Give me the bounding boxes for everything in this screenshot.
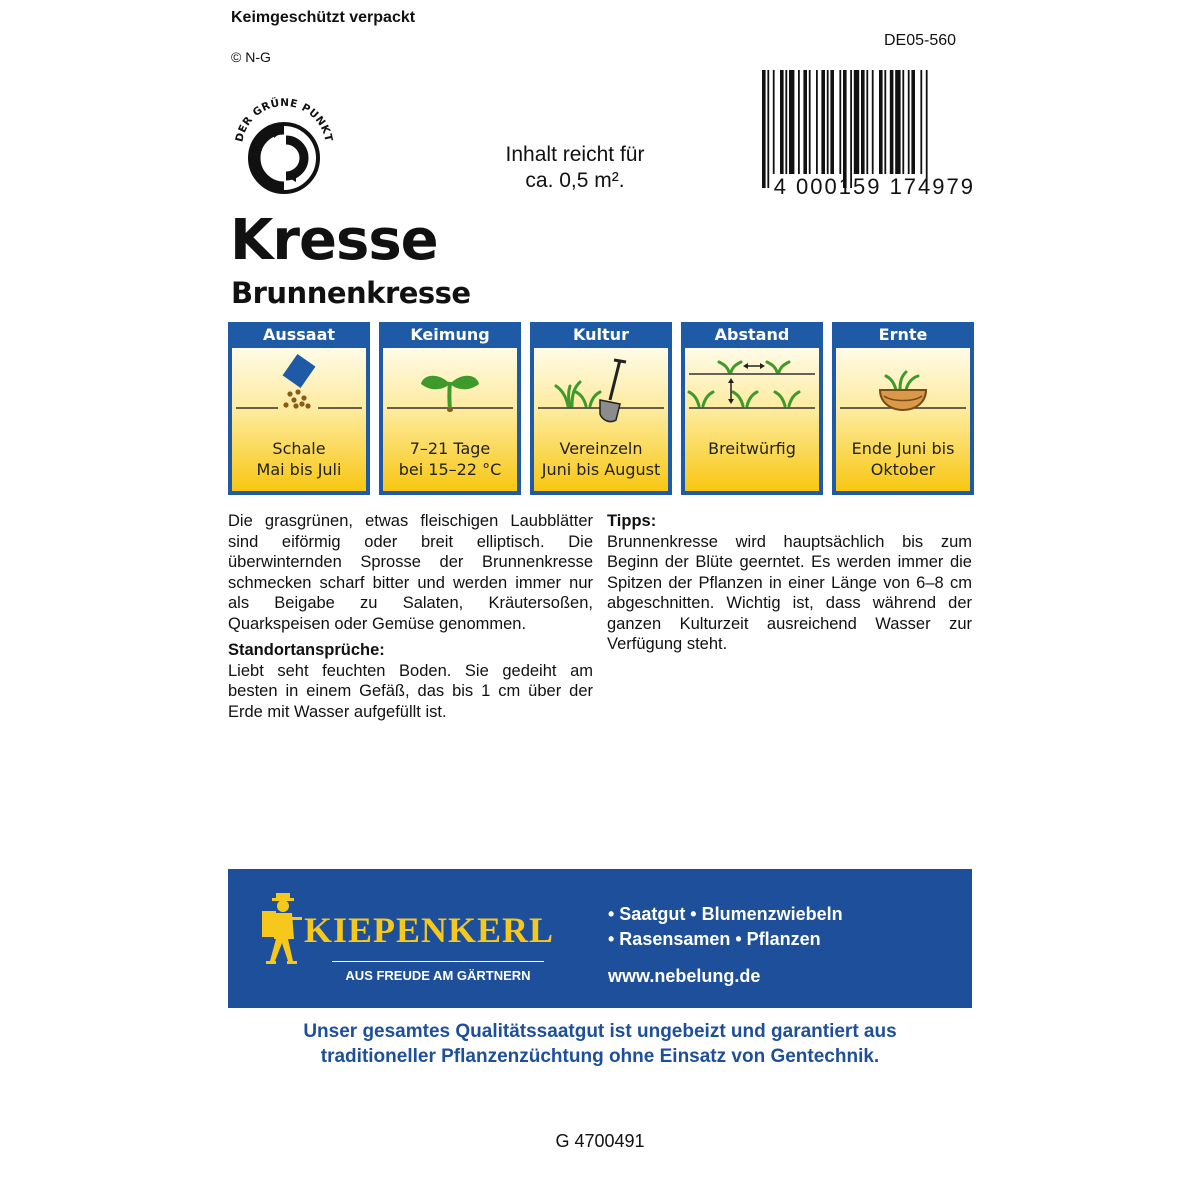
panel-line2: Oktober (870, 460, 936, 479)
product-subtitle: Brunnenkresse (231, 276, 471, 310)
brand-banner (228, 869, 972, 1008)
quality-note-line2: traditioneller Pflanzenzüchtung ohne Einsatz von Gentechnik. (320, 1046, 880, 1067)
panel-line2: bei 15–22 °C (398, 460, 502, 479)
kiepenkerl-mascot-icon (256, 889, 306, 969)
panel-abstand (681, 322, 823, 495)
footer-code: G 4700491 (555, 1131, 645, 1151)
spade-icon (534, 348, 668, 432)
tips-text: Brunnenkresse wird hauptsächlich bis zum Beginn der Blüte geerntet. Es werden immer die Spitzen der Pflanzen in einer Länge von 6–8 cm abgeschnitten. Wichtig ist, dass während der ganzen Kulturzeit ausreichend Wasser zur Verfügung steht. (607, 532, 972, 653)
panel-heading: Ernte (878, 325, 928, 344)
banner-website-link[interactable]: www.nebelung.de (608, 966, 761, 986)
seed-packet-icon (232, 348, 366, 432)
spacing-icon (685, 348, 819, 432)
copyright-text: © N-G (231, 49, 271, 65)
panel-aussaat (228, 322, 370, 495)
panel-line1: Ende Juni bis (851, 439, 955, 458)
product-title: Kresse (230, 208, 438, 273)
panel-heading: Aussaat (262, 325, 336, 344)
panel-line1: Schale (272, 439, 326, 458)
location-text: Liebt seht feuchten Boden. Sie gedeiht am besten in einem Gefäß, das bis 1 cm über der Erde mit Wasser aufgefüllt ist. (228, 661, 593, 721)
panel-keimung (379, 322, 521, 495)
content-note (470, 142, 680, 194)
brand-name: KIEPENKERL (304, 910, 555, 950)
harvest-bowl-icon (836, 348, 970, 432)
content-note-line1: Inhalt reicht für (505, 143, 645, 166)
panel-heading: Kultur (573, 325, 629, 344)
panel-kultur (530, 322, 672, 495)
brand-divider (332, 961, 544, 962)
quality-note (228, 1019, 972, 1069)
tips-heading: Tipps: (607, 512, 657, 530)
gruene-punkt-logo-icon (228, 88, 340, 200)
content-note-line2: ca. 0,5 m². (525, 169, 625, 192)
quality-note-line1: Unser gesamtes Qualitätssaatgut ist ungebeizt und garantiert aus (303, 1021, 897, 1042)
description-intro: Die grasgrünen, etwas fleischigen Laubblätter sind eiförmig oder breit elliptisch. Die überwinternden Sprosse der Brunnenkresse schmecken scharf bitter und werden immer nur als Beigabe zu Salaten, Kräutersoßen, Quarkspeisen oder Gemüse genommen. (228, 512, 593, 633)
tips-column (607, 511, 972, 655)
gruene-punkt-label: DER GRÜNE PUNKT (233, 96, 335, 144)
location-heading: Standortansprüche: (228, 641, 385, 659)
panel-line2: Juni bis August (541, 460, 661, 479)
barcode-number: 4 000159 174979 (773, 174, 975, 199)
description-column (228, 511, 593, 722)
banner-products-line2: • Rasensamen • Pflanzen (608, 929, 821, 949)
panel-line1: Breitwürfig (708, 439, 796, 458)
panel-line2: Mai bis Juli (256, 460, 342, 479)
article-code: DE05-560 (884, 32, 957, 49)
seedling-icon (383, 348, 517, 432)
packaging-note: Keimgeschützt verpackt (231, 9, 416, 26)
panel-heading: Keimung (410, 325, 490, 344)
brand-slogan: AUS FREUDE AM GÄRTNERN (345, 968, 531, 983)
panel-heading: Abstand (714, 325, 790, 344)
panel-ernte (832, 322, 974, 495)
banner-products-line1: • Saatgut • Blumenzwiebeln (608, 904, 843, 924)
panel-line1: Vereinzeln (559, 439, 643, 458)
panel-line1: 7–21 Tage (409, 439, 491, 458)
